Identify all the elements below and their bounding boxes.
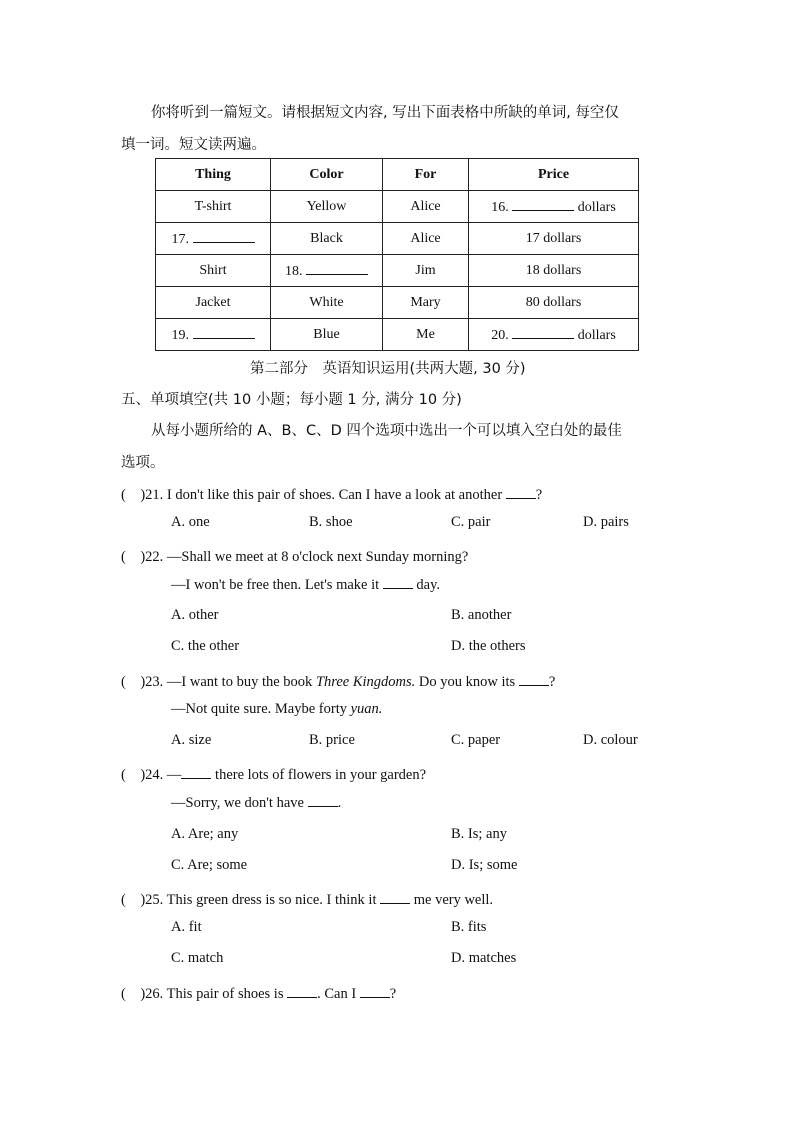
price-number: 16. bbox=[491, 199, 509, 215]
question-24-line-2 bbox=[171, 794, 341, 812]
for-cell: Mary bbox=[383, 287, 469, 319]
color-cell: Yellow bbox=[271, 191, 383, 223]
question-26 bbox=[121, 982, 396, 1003]
section5-heading: 五、单项填空(共 10 小题；每小题 1 分, 满分 10 分) bbox=[121, 392, 462, 408]
answer-blank[interactable] bbox=[380, 891, 410, 904]
option-d[interactable]: D. the others bbox=[451, 638, 526, 654]
table-row bbox=[156, 287, 639, 319]
answer-blank[interactable] bbox=[308, 794, 338, 807]
question-24 bbox=[121, 763, 426, 784]
blank-number: 18. bbox=[285, 263, 303, 279]
price-cell bbox=[469, 319, 639, 351]
option-d[interactable]: D. Is; some bbox=[451, 857, 518, 873]
thing-cell: T-shirt bbox=[156, 191, 271, 223]
question-text: me very well. bbox=[413, 892, 494, 908]
option-c[interactable]: C. pair bbox=[451, 514, 491, 530]
question-23-line-2 bbox=[171, 701, 382, 718]
book-title: Three Kingdoms. bbox=[315, 674, 416, 690]
color-cell: Black bbox=[271, 223, 383, 255]
price-number: 20. bbox=[491, 327, 509, 343]
table-row bbox=[156, 223, 639, 255]
option-a[interactable]: A. other bbox=[171, 607, 219, 623]
answer-blank[interactable] bbox=[519, 673, 549, 686]
option-b[interactable]: B. price bbox=[309, 732, 355, 748]
for-cell: Alice bbox=[383, 191, 469, 223]
answer-blank[interactable] bbox=[360, 985, 390, 998]
question-text: there lots of flowers in your garden? bbox=[215, 767, 427, 783]
listening-table bbox=[155, 158, 639, 351]
answer-blank[interactable] bbox=[306, 262, 368, 275]
table-header-row bbox=[156, 159, 639, 191]
table-row bbox=[156, 191, 639, 223]
option-d[interactable]: D. matches bbox=[451, 950, 517, 966]
question-text: This pair of shoes is bbox=[166, 986, 284, 1002]
section5-instruction-1: 从每小题所给的 A、B、C、D 四个选项中选出一个可以填入空白处的最佳 bbox=[151, 423, 622, 439]
price-cell: 17 dollars bbox=[469, 223, 639, 255]
answer-blank[interactable] bbox=[193, 230, 255, 243]
price-unit: dollars bbox=[577, 327, 616, 343]
answer-blank[interactable] bbox=[512, 198, 574, 211]
question-text: day. bbox=[416, 577, 441, 593]
question-21 bbox=[121, 483, 542, 504]
question-text: ? bbox=[535, 487, 543, 503]
question-number: ( )22. bbox=[121, 549, 164, 565]
option-a[interactable]: A. Are; any bbox=[171, 826, 239, 842]
table-header: For bbox=[383, 159, 469, 191]
option-c[interactable]: C. Are; some bbox=[171, 857, 248, 873]
question-text: . bbox=[337, 795, 342, 811]
answer-blank[interactable] bbox=[383, 576, 413, 589]
question-25 bbox=[121, 888, 493, 909]
blank-number: 17. bbox=[171, 231, 189, 247]
question-number: ( )23. bbox=[121, 674, 164, 690]
question-text: —Not quite sure. Maybe forty bbox=[171, 701, 347, 717]
price-cell: 80 dollars bbox=[469, 287, 639, 319]
question-text: ? bbox=[389, 986, 397, 1002]
intro-line-2: 填一词。短文读两遍。 bbox=[121, 137, 266, 153]
option-a[interactable]: A. size bbox=[171, 732, 212, 748]
answer-blank[interactable] bbox=[193, 326, 255, 339]
answer-blank[interactable] bbox=[287, 985, 317, 998]
option-b[interactable]: B. another bbox=[451, 607, 512, 623]
currency-word: yuan. bbox=[350, 701, 383, 717]
option-b[interactable]: B. fits bbox=[451, 919, 487, 935]
blank-number: 19. bbox=[171, 327, 189, 343]
table-header: Price bbox=[469, 159, 639, 191]
option-d[interactable]: D. colour bbox=[583, 732, 638, 748]
question-text: . Can I bbox=[317, 986, 357, 1002]
option-d[interactable]: D. pairs bbox=[583, 514, 629, 530]
option-a[interactable]: A. fit bbox=[171, 919, 202, 935]
option-b[interactable]: B. shoe bbox=[309, 514, 353, 530]
question-23 bbox=[121, 670, 555, 691]
thing-cell: Shirt bbox=[156, 255, 271, 287]
question-text: — bbox=[166, 767, 182, 783]
for-cell: Alice bbox=[383, 223, 469, 255]
question-text: This green dress is so nice. I think it bbox=[166, 892, 377, 908]
question-number: ( )26. bbox=[121, 986, 164, 1002]
color-cell: Blue bbox=[271, 319, 383, 351]
price-cell bbox=[469, 191, 639, 223]
answer-blank[interactable] bbox=[506, 486, 536, 499]
thing-cell bbox=[156, 223, 271, 255]
color-cell bbox=[271, 255, 383, 287]
table-header: Color bbox=[271, 159, 383, 191]
thing-cell: Jacket bbox=[156, 287, 271, 319]
question-text: —Sorry, we don't have bbox=[171, 795, 304, 811]
question-number: ( )25. bbox=[121, 892, 164, 908]
option-c[interactable]: C. match bbox=[171, 950, 224, 966]
part2-title: 第二部分 英语知识运用(共两大题, 30 分) bbox=[250, 361, 526, 377]
section5-instruction-2: 选项。 bbox=[121, 455, 165, 471]
intro-line-1: 你将听到一篇短文。请根据短文内容, 写出下面表格中所缺的单词, 每空仅 bbox=[151, 105, 619, 121]
question-text: ? bbox=[548, 674, 556, 690]
question-text: Do you know its bbox=[418, 674, 516, 690]
question-number: ( )24. bbox=[121, 767, 164, 783]
question-text: I don't like this pair of shoes. Can I have a look at another bbox=[166, 487, 503, 503]
price-unit: dollars bbox=[577, 199, 616, 215]
question-text: —Shall we meet at 8 o'clock next Sunday morning? bbox=[166, 549, 469, 565]
option-a[interactable]: A. one bbox=[171, 514, 210, 530]
option-c[interactable]: C. the other bbox=[171, 638, 240, 654]
table-row bbox=[156, 255, 639, 287]
table-header: Thing bbox=[156, 159, 271, 191]
for-cell: Me bbox=[383, 319, 469, 351]
question-22 bbox=[121, 545, 468, 566]
option-c[interactable]: C. paper bbox=[451, 732, 501, 748]
color-cell: White bbox=[271, 287, 383, 319]
question-number: ( )21. bbox=[121, 487, 164, 503]
price-cell: 18 dollars bbox=[469, 255, 639, 287]
question-22-line-2 bbox=[171, 576, 440, 594]
question-text: —I won't be free then. Let's make it bbox=[171, 577, 380, 593]
thing-cell bbox=[156, 319, 271, 351]
question-text: —I want to buy the book bbox=[166, 674, 313, 690]
for-cell: Jim bbox=[383, 255, 469, 287]
answer-blank[interactable] bbox=[512, 326, 574, 339]
answer-blank[interactable] bbox=[181, 766, 211, 779]
option-b[interactable]: B. Is; any bbox=[451, 826, 507, 842]
table-row bbox=[156, 319, 639, 351]
